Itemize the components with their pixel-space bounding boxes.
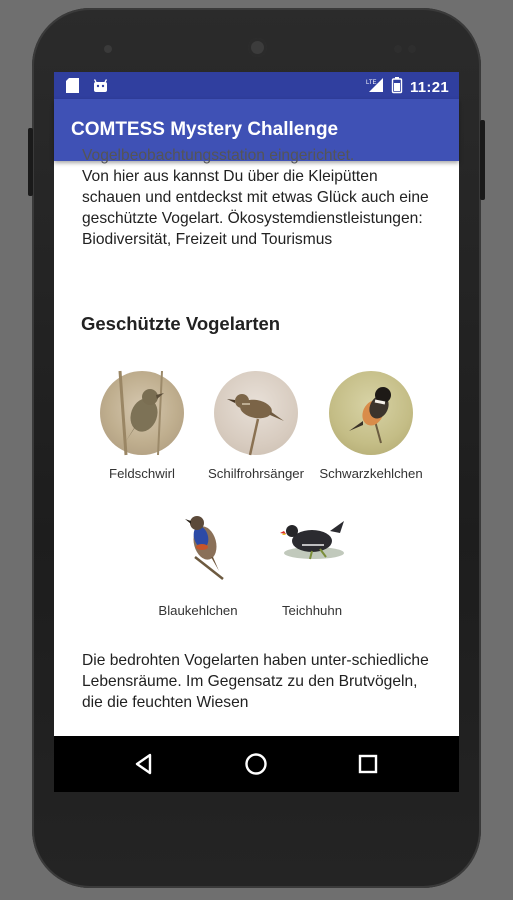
schilfrohrsaenger-image[interactable] <box>214 371 298 455</box>
front-sensor-right <box>394 45 402 53</box>
teichhuhn-label: Teichhuhn <box>281 603 343 618</box>
front-camera <box>248 38 267 57</box>
status-bar <box>54 72 459 99</box>
front-sensor <box>104 45 112 53</box>
clock: 11:21 <box>409 79 449 96</box>
signal-icon <box>366 77 384 98</box>
home-icon[interactable] <box>244 752 268 776</box>
content-scroll-area[interactable] <box>54 147 459 736</box>
volume-button <box>480 120 485 200</box>
navigation-bar <box>54 736 459 792</box>
app-title: COMTESS Mystery Challenge <box>71 119 339 140</box>
schilfrohrsaenger-label: Schilfrohrsänger <box>207 466 305 481</box>
schwarzkehlchen-label: Schwarzkehlchen <box>319 466 423 481</box>
front-sensor-right-2 <box>408 45 416 53</box>
recents-icon[interactable] <box>356 752 380 776</box>
blaukehlchen-label: Blaukehlchen <box>158 603 238 618</box>
svg-text:LTE: LTE <box>365 80 377 86</box>
back-icon[interactable] <box>132 752 156 776</box>
battery-icon <box>392 77 402 98</box>
feldschwirl-label: Feldschwirl <box>109 466 175 481</box>
android-icon <box>93 78 108 98</box>
feldschwirl-image[interactable] <box>100 371 184 455</box>
screen <box>54 72 459 792</box>
intro-paragraph <box>82 145 437 250</box>
intro-text-clipped: Vogelbeobachtungsstation eingerichtet. <box>82 147 355 164</box>
sd-card-icon <box>66 78 79 98</box>
blaukehlchen-image[interactable] <box>165 505 249 589</box>
bottom-paragraph: Die bedrohten Vogelarten haben unter-schiedliche Lebensräume. Im Gegensatz zu den Brutvögeln, die die feuchten Wiesen <box>82 652 429 711</box>
section-heading: Geschützte Vogelarten <box>81 313 281 334</box>
schwarzkehlchen-image[interactable] <box>329 371 413 455</box>
power-button <box>28 128 33 196</box>
teichhuhn-image[interactable] <box>272 505 356 589</box>
intro-text: Von hier aus kannst Du über die Kleipütten schauen und entdeckst mit etwas Glück auch eine geschützte Vogelart. Ökosystemdienstleistungen: Biodiversität, Freizeit und Tourismus <box>82 168 429 248</box>
